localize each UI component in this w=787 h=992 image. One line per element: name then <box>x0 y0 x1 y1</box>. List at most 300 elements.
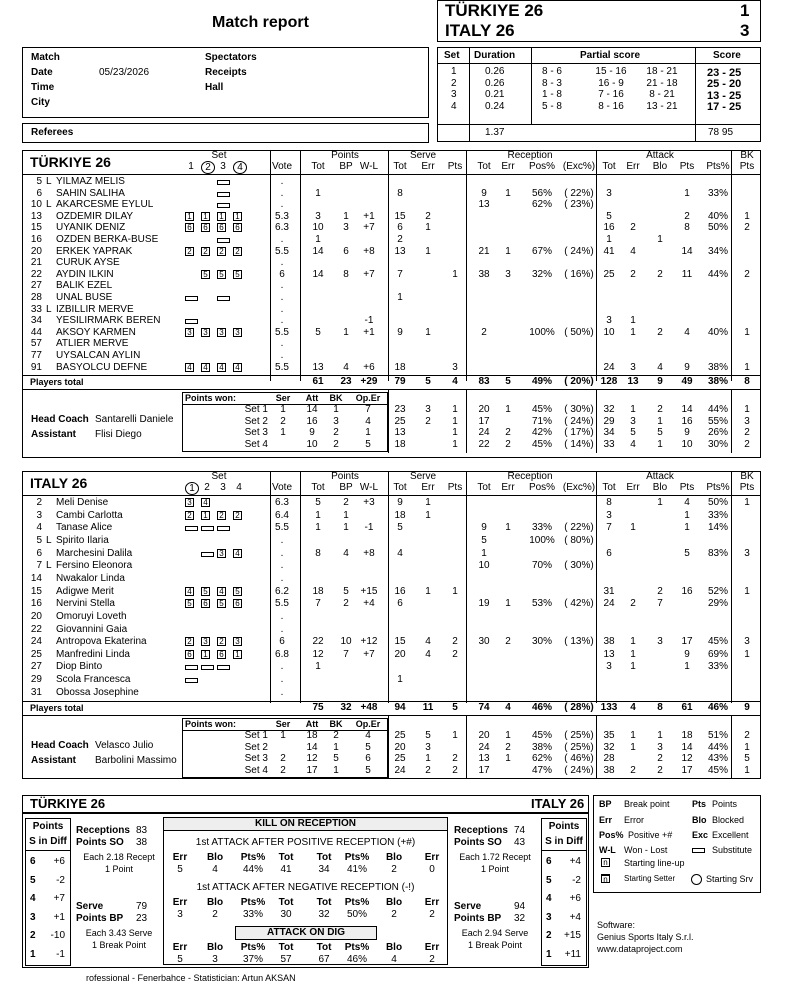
summary-away-name: ITALY 26 <box>531 796 585 811</box>
pw-att-cell: 2 <box>744 427 750 439</box>
pw-att-cell: 1 <box>744 741 750 753</box>
stat-cell: 9 <box>684 361 690 373</box>
player-number: 22 <box>30 268 42 280</box>
summary-header <box>22 795 589 813</box>
player-row <box>0 599 787 609</box>
set-number: 2 <box>451 77 457 89</box>
stat-cell: 4 <box>343 547 349 559</box>
lineup-position: 6 <box>217 650 226 659</box>
sdiff-rotation: 1 <box>30 948 36 960</box>
stat-cell: -1 <box>364 522 374 534</box>
player-vote: . <box>280 661 284 673</box>
pw-rec-cell: ( 25%) <box>564 730 594 742</box>
header-attack: Attack <box>646 150 674 161</box>
pw-cell: 9 <box>309 427 315 439</box>
player-name: Scola Francesca <box>56 674 131 686</box>
away-serve-each2: 1 Break Point <box>467 940 523 950</box>
stat-cell: 1 <box>315 522 321 534</box>
player-row <box>0 625 787 635</box>
stat-cell: 5 <box>481 534 487 546</box>
neg-title: 1st ATTACK AFTER NEGATIVE RECEPTION (-!) <box>196 882 415 893</box>
referees-label: Referees <box>31 127 74 138</box>
stat-cell: 2 <box>657 326 663 338</box>
player-number: 22 <box>30 623 42 635</box>
stat-cell: 17 <box>681 636 693 648</box>
player-vote: . <box>280 176 284 187</box>
pw-att-cell: 32 <box>603 741 615 753</box>
header-pts: Pts <box>679 161 695 172</box>
pw-rec-cell: 17 <box>478 415 490 427</box>
pw-cell: 5 <box>365 741 371 753</box>
pw-rec-cell: 42% <box>531 427 552 439</box>
set-partial-1: 5 - 8 <box>541 100 562 112</box>
player-name: Spirito Ilaria <box>56 534 109 546</box>
player-row <box>0 200 787 210</box>
lineup-position: 1 <box>233 212 242 221</box>
sdiff-value: -1 <box>56 948 65 960</box>
pw-cell: 2 <box>333 427 339 439</box>
player-vote: . <box>280 303 284 315</box>
legend-pos: Pos% <box>599 830 624 840</box>
kill-value: 50% <box>346 909 367 920</box>
pw-att-cell: 2 <box>744 730 750 742</box>
legend-wl: W-L <box>599 845 616 855</box>
pw-cell: 1 <box>333 764 339 776</box>
stat-cell: +3 <box>363 497 375 508</box>
player-name: Manfredini Linda <box>56 648 130 660</box>
player-name: Marchesini Dalila <box>56 547 133 559</box>
set-partial-1: 8 - 3 <box>541 77 562 89</box>
lineup-position: 4 <box>185 587 194 596</box>
player-vote: . <box>280 674 284 686</box>
home-serve-label: Serve <box>76 901 104 912</box>
pw-att-cell: 44% <box>707 741 728 753</box>
stat-cell: 50% <box>707 497 728 508</box>
stat-cell: 1 <box>684 509 690 521</box>
stat-cell: 13 <box>312 361 324 373</box>
pw-cell: 5 <box>365 764 371 776</box>
header-exc: (Exc%) <box>562 482 596 493</box>
sdiff-rotation: 6 <box>30 856 36 867</box>
stat-cell: 13 <box>603 648 615 660</box>
footer-text: rofessional - Fenerbahce - Statistician: Artun AKSAN <box>86 973 296 983</box>
assistant-label: Assistant <box>31 755 77 767</box>
set-partial-3: 13 - 21 <box>646 100 678 112</box>
stat-cell: 16 <box>681 585 693 597</box>
lineup-position: 2 <box>201 247 210 256</box>
stat-cell: 9 <box>481 187 487 199</box>
header-pts: Pts <box>739 161 755 172</box>
total-cell: 4 <box>630 702 636 714</box>
pw-att-cell: 35 <box>603 730 615 742</box>
stat-cell: 16 <box>603 222 615 234</box>
bench-marker <box>217 203 230 208</box>
stat-cell: 12 <box>312 648 324 660</box>
pw-att-cell: 14 <box>681 404 693 416</box>
stat-cell: 1 <box>315 234 321 245</box>
pw-att-cell: 2 <box>744 438 750 450</box>
stat-cell: ( 80%) <box>564 534 594 546</box>
pw-att-cell: 5 <box>657 427 663 439</box>
software-url: www.dataproject.com <box>597 944 683 954</box>
player-row <box>0 223 787 233</box>
pw-cell: 5 <box>365 438 371 450</box>
set-partial-1: 8 - 6 <box>541 66 562 77</box>
stat-cell: 1 <box>657 234 663 245</box>
player-vote: . <box>280 187 284 199</box>
player-name: Diop Binto <box>56 661 103 673</box>
kill-header: Blo <box>206 942 224 953</box>
pw-att-cell: 16 <box>681 415 693 427</box>
stat-cell: 1 <box>425 222 431 234</box>
col-divider <box>466 389 467 453</box>
kill-value: 2 <box>391 909 397 920</box>
total-cell: 49% <box>531 376 552 388</box>
kill-value: 41 <box>280 864 292 875</box>
total-cell: +48 <box>360 702 378 714</box>
header-exc: (Exc%) <box>562 161 596 172</box>
header-pts: Pts <box>679 482 695 493</box>
sdiff-value: +11 <box>564 948 581 960</box>
player-name: Nervini Stella <box>56 598 115 610</box>
pw-cell: 5 <box>333 753 339 765</box>
home-pbp: 23 <box>136 913 148 924</box>
stat-cell: 14 <box>681 245 693 257</box>
head-coach-label: Head Coach <box>31 740 89 752</box>
totals-divider <box>22 375 761 376</box>
bench-marker <box>201 526 214 531</box>
pw-att-cell: 45% <box>707 764 728 776</box>
legend-pts-text: Points <box>712 799 738 809</box>
assistant-name: Barbolini Massimo <box>95 755 177 767</box>
total-cell: 74 <box>478 702 490 714</box>
kill-header: Tot <box>278 897 294 908</box>
header-err: Err <box>421 482 435 493</box>
away-receptions: 74 <box>514 825 526 836</box>
receipts-label: Receipts <box>205 67 247 78</box>
player-row <box>0 650 787 660</box>
header-err: Err <box>501 482 515 493</box>
stat-cell: 32% <box>531 268 552 280</box>
stat-cell: 14 <box>312 268 324 280</box>
kill-value: 46% <box>346 954 367 965</box>
kill-header: Blo <box>385 942 403 953</box>
player-row <box>0 316 787 326</box>
page-title: Match report <box>212 14 309 31</box>
lineup-position: 5 <box>233 270 242 279</box>
pw-att-cell: 2 <box>657 753 663 765</box>
set-partial-1: 1 - 8 <box>541 89 562 100</box>
stat-cell: 3 <box>744 636 750 648</box>
set-col-number: 1 <box>188 161 194 172</box>
pw-cell: 1 <box>280 427 286 439</box>
lineup-position: 2 <box>185 511 194 520</box>
player-number: 21 <box>30 257 42 269</box>
kill-header: Pts% <box>240 942 266 953</box>
stat-cell: ( 30%) <box>564 560 594 572</box>
stat-cell: 2 <box>452 648 458 660</box>
pw-att-cell: 9 <box>684 427 690 439</box>
pw-serve-cell: 1 <box>425 753 431 765</box>
player-name: Obossa Josephine <box>56 686 139 698</box>
player-row <box>0 177 787 187</box>
stat-cell: +8 <box>363 547 375 559</box>
stat-cell: 38 <box>478 268 490 280</box>
total-cell: ( 20%) <box>564 376 594 388</box>
bench-marker <box>217 665 230 670</box>
set-duration: 0.24 <box>485 100 505 112</box>
player-row <box>0 536 787 546</box>
stat-cell: 1 <box>684 187 690 199</box>
player-vote: 5.3 <box>275 210 289 222</box>
stat-cell: 1 <box>744 361 750 373</box>
stat-cell: 1 <box>505 522 511 534</box>
player-number: 34 <box>30 315 42 327</box>
pw-serve-cell: 13 <box>394 427 406 439</box>
stat-cell: 1 <box>630 636 636 648</box>
stat-cell: 1 <box>343 326 349 338</box>
col-divider <box>596 389 597 453</box>
stat-cell: 2 <box>657 585 663 597</box>
pw-rec-cell: 62% <box>531 753 552 765</box>
player-vote: 5.5 <box>275 361 289 373</box>
set-duration: 0.26 <box>485 66 505 77</box>
set-col-number: 3 <box>220 482 226 493</box>
pw-serve-cell: 1 <box>452 415 458 427</box>
pw-cell: 2 <box>280 764 286 776</box>
player-number: 4 <box>36 522 42 534</box>
kill-value: 4 <box>391 954 397 965</box>
pw-rec-cell: 17 <box>478 764 490 776</box>
player-number: 6 <box>36 547 42 559</box>
kill-header: Err <box>424 942 440 953</box>
header-tot: Tot <box>477 161 491 172</box>
pw-serve-cell: 3 <box>425 741 431 753</box>
kill-header: Pts% <box>240 852 266 863</box>
player-vote: 5.5 <box>275 522 289 534</box>
pw-rec-cell: 20 <box>478 730 490 742</box>
stat-cell: 3 <box>315 210 321 222</box>
header-blo: Blo <box>652 482 668 493</box>
player-number: 5 <box>36 534 42 546</box>
lineup-position: 2 <box>233 511 242 520</box>
player-vote: . <box>280 292 284 303</box>
player-vote: 6.2 <box>275 585 289 597</box>
total-cell: 133 <box>600 702 618 714</box>
header-reception: Reception <box>507 471 553 482</box>
lineup-position: 3 <box>233 637 242 646</box>
stat-cell: 14 <box>312 245 324 257</box>
stat-cell: 5 <box>684 547 690 559</box>
lineup-position: 6 <box>217 223 226 232</box>
stat-cell: 13 <box>478 199 490 211</box>
set-col-number: 3 <box>220 161 226 172</box>
player-vote: . <box>280 338 284 350</box>
lineup-position: 6 <box>201 599 210 608</box>
lineup-position: 4 <box>201 363 210 372</box>
pw-cell: 1 <box>333 404 339 416</box>
player-row <box>0 258 787 268</box>
sdiff-rotation: 5 <box>546 874 552 886</box>
set-partial-3: 8 - 21 <box>649 89 675 100</box>
player-row <box>0 549 787 559</box>
player-number: 24 <box>30 636 42 648</box>
kill-header: Blo <box>206 897 224 908</box>
bench-marker <box>217 526 230 531</box>
pw-att-cell: 5 <box>744 753 750 765</box>
player-vote: 5.5 <box>275 245 289 257</box>
legend-err: Err <box>599 815 613 825</box>
legend-bp-text: Break point <box>624 799 670 809</box>
player-name: BASYOLCU DEFNE <box>56 361 148 373</box>
away-rec-each2: 1 Point <box>480 864 510 874</box>
player-row <box>0 662 787 672</box>
legend-blo: Blo <box>692 815 707 825</box>
total-cell: 8 <box>657 702 663 714</box>
stat-cell: 53% <box>531 598 552 610</box>
kill-title: KILL ON RECEPTION <box>255 818 356 829</box>
header-set: Set <box>211 471 227 482</box>
player-number: 13 <box>30 210 42 222</box>
sdiff-rotation: 6 <box>546 856 552 867</box>
player-vote: . <box>280 547 284 559</box>
pw-cell: 3 <box>333 415 339 427</box>
pw-att-cell: 14 <box>681 741 693 753</box>
pw-att-cell: 1 <box>630 404 636 416</box>
stat-cell: 1 <box>744 326 750 338</box>
pw-rec-cell: ( 24%) <box>564 415 594 427</box>
stat-cell: 7 <box>397 268 403 280</box>
pw-serve-cell: 1 <box>452 438 458 450</box>
player-row <box>0 498 787 508</box>
pw-rec-cell: 13 <box>478 753 490 765</box>
pw-cell: 2 <box>333 438 339 450</box>
player-number: 77 <box>30 350 42 361</box>
player-row <box>0 511 787 521</box>
header-bk: BK <box>740 471 754 482</box>
totals-label: Players total <box>30 703 84 714</box>
player-name: IZBILLIR MERVE <box>56 303 134 315</box>
header-pts: Pts <box>447 482 463 493</box>
pw-att-cell: 44% <box>707 404 728 416</box>
sdiff-rotation: 3 <box>30 911 36 923</box>
pw-cell: 1 <box>280 404 286 416</box>
totals-divider <box>22 701 761 702</box>
set-col-number: 2 <box>201 161 215 174</box>
header-tot: Tot <box>393 482 407 493</box>
player-vote: . <box>280 560 284 572</box>
player-vote: . <box>280 686 284 698</box>
kill-header: Err <box>172 897 188 908</box>
pw-att-cell: 51% <box>707 730 728 742</box>
stat-cell: 33% <box>707 661 728 673</box>
points-won-header: Ser <box>275 393 291 404</box>
pw-att-cell: 3 <box>744 415 750 427</box>
header-bp: BP <box>339 161 353 172</box>
stat-cell: ( 16%) <box>564 268 594 280</box>
stat-cell: 10 <box>312 222 324 234</box>
bench-marker <box>185 665 198 670</box>
sdiff-value: -10 <box>50 930 65 941</box>
stat-cell: +6 <box>363 361 375 373</box>
total-cell: 61 <box>681 702 693 714</box>
totals-row <box>0 703 787 713</box>
stat-cell: 45% <box>707 636 728 648</box>
header-ptspct: Pts% <box>706 161 730 172</box>
kill-value: 2 <box>212 909 218 920</box>
kill-value: 34 <box>318 864 330 875</box>
set-partial-3: 21 - 18 <box>646 77 678 89</box>
kill-value: 2 <box>391 864 397 875</box>
player-role: L <box>46 199 52 211</box>
away-serve-each: Each 2.94 Serve <box>461 928 529 938</box>
stat-cell: 2 <box>505 636 511 648</box>
pw-serve-cell: 1 <box>452 404 458 416</box>
stat-cell: 41 <box>603 245 615 257</box>
total-cell: 8 <box>744 376 750 388</box>
pw-att-cell: 1 <box>657 730 663 742</box>
total-cell: 49 <box>681 376 693 388</box>
lineup-position: 5 <box>233 587 242 596</box>
player-role: L <box>46 560 52 572</box>
pw-serve-cell: 25 <box>394 753 406 765</box>
player-vote: 5.5 <box>275 598 289 610</box>
bench-marker <box>185 296 198 301</box>
away-rec-each: Each 1.72 Recept <box>459 852 531 862</box>
total-cell: 23 <box>340 376 352 388</box>
stat-cell: 4 <box>630 245 636 257</box>
lineup-position: 1 <box>201 511 210 520</box>
header-pts: Pts <box>739 482 755 493</box>
stat-cell: +7 <box>363 268 375 280</box>
sets-header-partial: Partial score <box>580 50 641 61</box>
stat-cell: 6 <box>606 547 612 559</box>
date-label: Date <box>31 67 53 78</box>
player-number: 16 <box>30 598 42 610</box>
kill-header: Pts% <box>344 897 370 908</box>
stat-cell: 7 <box>606 522 612 534</box>
pw-serve-cell: 20 <box>394 741 406 753</box>
set-label: Set 2 <box>244 741 268 753</box>
stat-cell: 70% <box>531 560 552 572</box>
set-label: Set 3 <box>244 753 268 765</box>
stat-cell: ( 24%) <box>564 245 594 257</box>
lineup-position: 5 <box>217 599 226 608</box>
player-name: OZDEN BERKA-BUSE <box>56 234 159 245</box>
set-score: 17 - 25 <box>707 101 742 113</box>
pw-att-cell: 33 <box>603 438 615 450</box>
lineup-position: 1 <box>185 212 194 221</box>
pw-cell: 16 <box>306 415 318 427</box>
header-pts: Pts <box>447 161 463 172</box>
away-pbp: 32 <box>514 913 526 924</box>
set-col-number: 2 <box>204 482 210 493</box>
player-name: Adigwe Merit <box>56 585 114 597</box>
pw-rec-cell: ( 30%) <box>564 404 594 416</box>
kill-value: 2 <box>429 954 435 965</box>
stat-cell: 52% <box>707 585 728 597</box>
stat-cell: 25 <box>603 268 615 280</box>
pos-title: 1st ATTACK AFTER POSITIVE RECEPTION (+#) <box>195 837 416 848</box>
lineup-position: 2 <box>185 247 194 256</box>
total-cell: 5 <box>425 376 431 388</box>
home-receptions: 83 <box>136 825 148 836</box>
player-vote: . <box>280 623 284 635</box>
stat-cell: 19 <box>478 598 490 610</box>
set-label: Set 3 <box>244 427 268 439</box>
totals-divider-bottom <box>22 389 761 390</box>
pw-att-cell: 1 <box>744 404 750 416</box>
